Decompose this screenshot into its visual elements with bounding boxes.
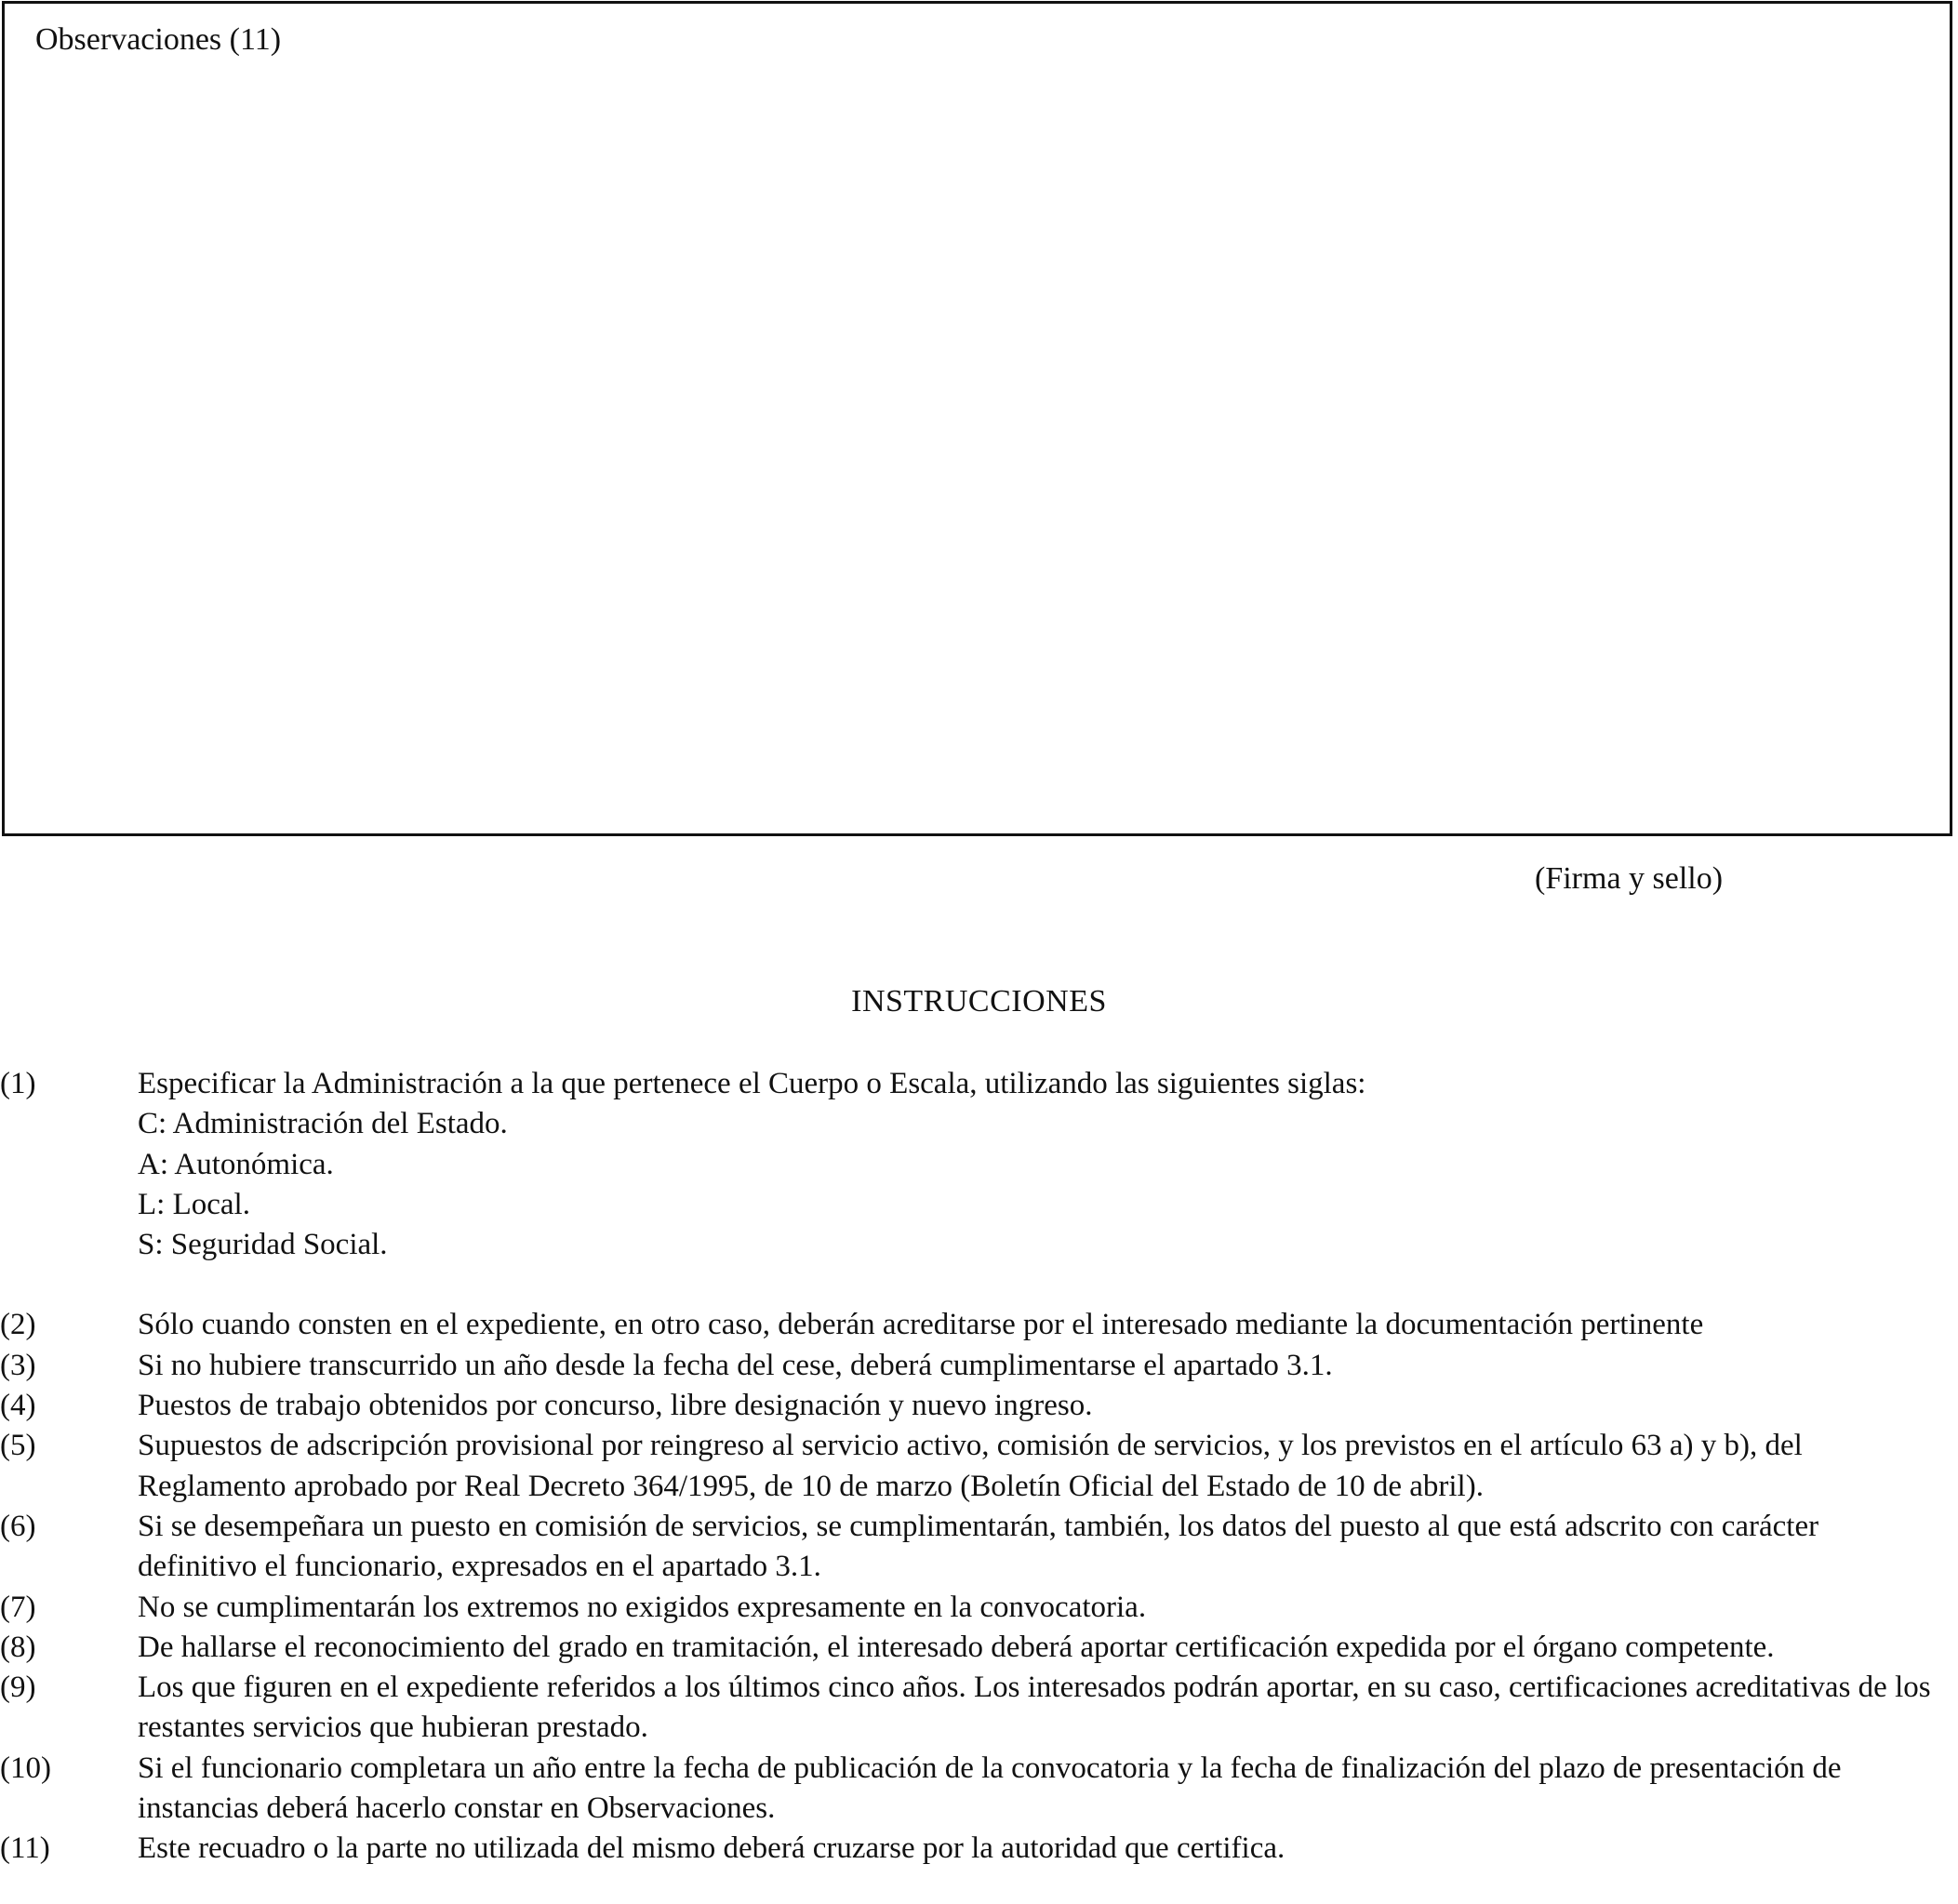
instruction-text: Supuestos de adscripción provisional por reingreso al servicio activo, comisión de servicios, y los previstos en el artículo 63 a) y b), del Reglamento aprobado por Real Decreto 364/1995, de 10 de marzo (Boletín Oficial del Estado de 10 de abril). — [138, 1429, 1803, 1503]
instruction-number: (7) — [0, 1590, 36, 1624]
instruction-text: Puestos de trabajo obtenidos por concurso, libre designación y nuevo ingreso. — [138, 1389, 1093, 1423]
instruction-number: (5) — [0, 1429, 36, 1463]
administration-code: S: Seguridad Social. — [138, 1228, 388, 1262]
instruction-text: Especificar la Administración a la que pertenece el Cuerpo o Escala, utilizando las siguientes siglas: — [138, 1067, 1366, 1100]
observations-box — [2, 1, 1952, 836]
instruction-number: (11) — [0, 1831, 50, 1866]
instruction-number: (6) — [0, 1509, 36, 1543]
instruction-item-4 — [0, 1386, 1953, 1426]
instruction-number: (1) — [0, 1067, 36, 1100]
instruction-item-1 — [0, 1064, 1953, 1265]
observations-label: Observaciones (11) — [35, 22, 282, 57]
administration-code: C: Administración del Estado. — [138, 1107, 508, 1141]
instruction-number: (9) — [0, 1671, 36, 1705]
instruction-item-10 — [0, 1749, 1953, 1830]
instruction-item-3 — [0, 1346, 1953, 1386]
instruction-number: (4) — [0, 1389, 36, 1423]
instruction-item-7 — [0, 1588, 1953, 1628]
instruction-item-11 — [0, 1829, 1953, 1869]
instruction-item-9 — [0, 1668, 1953, 1749]
instruction-number: (10) — [0, 1751, 51, 1785]
administration-code: L: Local. — [138, 1187, 250, 1221]
instruction-text: Sólo cuando consten en el expediente, en otro caso, deberán acreditarse por el interesado mediante la documentación pertinente — [138, 1308, 1704, 1342]
instruction-item-5 — [0, 1426, 1953, 1507]
administration-code: A: Autonómica. — [138, 1147, 334, 1181]
instruction-item-2 — [0, 1305, 1953, 1345]
instruction-number: (8) — [0, 1630, 36, 1664]
instruction-text: Si no hubiere transcurrido un año desde la fecha del cese, deberá cumplimentarse el apartado 3.1. — [138, 1348, 1333, 1382]
signature-label: (Firma y sello) — [1535, 861, 1724, 896]
instruction-number: (2) — [0, 1308, 36, 1342]
administration-codes-list — [138, 1104, 1953, 1265]
instructions-title: INSTRUCCIONES — [851, 984, 1107, 1019]
instruction-text: De hallarse el reconocimiento del grado en tramitación, el interesado deberá aportar certificación expedida por el órgano competente. — [138, 1630, 1775, 1664]
instruction-item-6 — [0, 1507, 1953, 1588]
instruction-text: Si se desempeñara un puesto en comisión de servicios, se cumplimentarán, también, los datos del puesto al que está adscrito con carácter definitivo el funcionario, expresados en el apartado 3.1. — [138, 1509, 1819, 1584]
instruction-text: Los que figuren en el expediente referidos a los últimos cinco años. Los interesados podrán aportar, en su caso, certificaciones acreditativas de los restantes servicios que hubieran prestado. — [138, 1671, 1931, 1745]
instruction-number: (3) — [0, 1348, 36, 1382]
instruction-text: Este recuadro o la parte no utilizada del mismo deberá cruzarse por la autoridad que certifica. — [138, 1831, 1285, 1866]
instruction-text: No se cumplimentarán los extremos no exigidos expresamente en la convocatoria. — [138, 1590, 1147, 1624]
instructions-list — [0, 1064, 1953, 1870]
instruction-text: Si el funcionario completara un año entre la fecha de publicación de la convocatoria y la fecha de finalización del plazo de presentación de instancias deberá hacerlo constar en Observaciones. — [138, 1751, 1842, 1826]
instruction-item-8 — [0, 1628, 1953, 1668]
